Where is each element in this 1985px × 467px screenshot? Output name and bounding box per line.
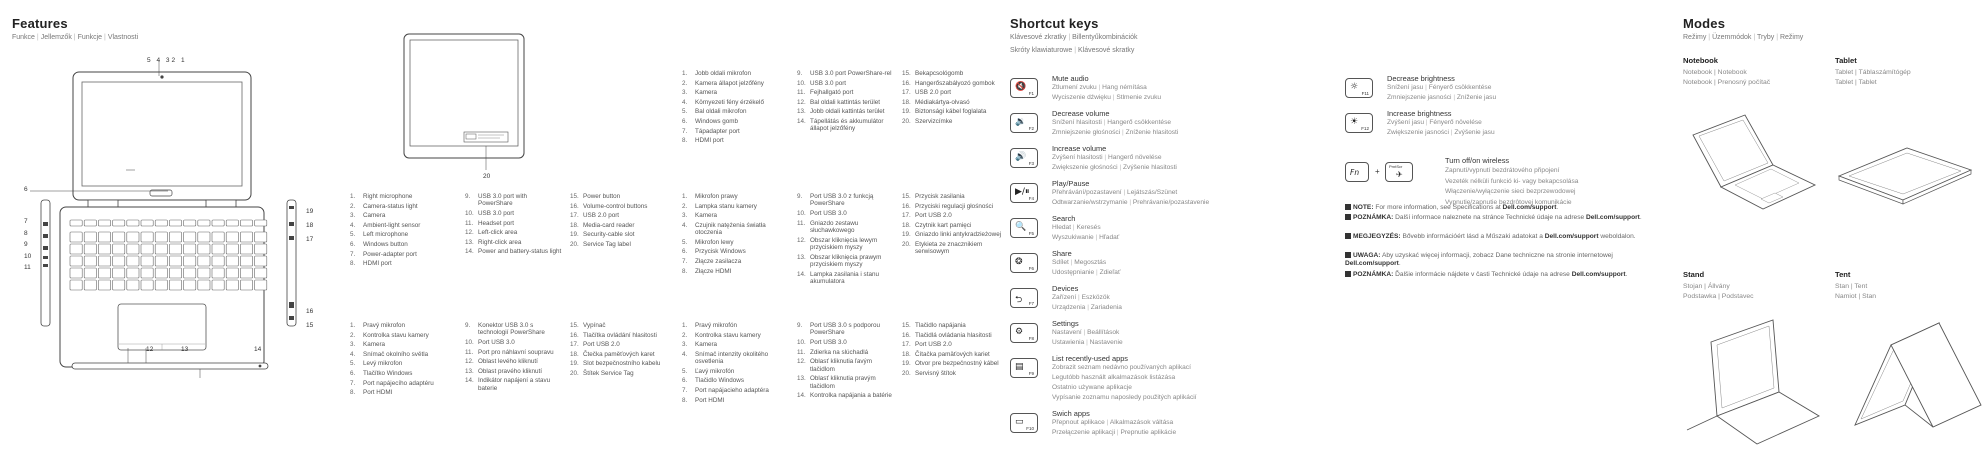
feature-item: 7. Tápadapter port [682,127,740,135]
features-subtitle: Funkce | Jellemzők | Funkcje | Vlastnosti [12,34,139,41]
note-item: POZNÁMKA: Další informace naleznete na stránce Technické údaje na adrese Dell.com/support. [1345,214,1655,222]
feature-item: 15. Vypínač [570,322,606,329]
feature-item: 12. Oblast levého kliknutí [465,358,538,366]
mute-icon: 🔇 F1 [1010,78,1038,98]
feature-item: 13. Jobb oldali kattintás terület [797,108,885,116]
feature-item: 14. Indikátor napájení a stavu baterie [465,377,551,392]
feature-item: 16. Volume-control buttons [570,202,648,210]
feature-item: 2. Kontrolka stavu kamery [350,331,429,339]
feature-item: 15. Bekapcsológomb [902,70,964,77]
feature-item: 11. Fejhallgató port [797,89,854,97]
brightness-up-icon: ☀ F12 [1345,113,1373,133]
laptop-front-illustration [40,52,280,382]
feature-item: 12. Bal oldali kattintás terület [797,98,881,106]
volume-up-icon: 🔊 F3 [1010,148,1038,168]
feature-item: 20. Štítek Service Tag [570,369,634,377]
recent-apps-icon: ▤ F9 [1010,358,1038,378]
note-icon [1345,271,1351,277]
shortcuts-subtitle-2: Skróty klawiaturowe | Klávesové skratky [1010,47,1135,54]
fn-key: Fn [1345,162,1369,182]
callouts-top: 5 4 32 1 [147,57,187,64]
note-item: MEGJEGYZÉS: Bővebb információért lásd a Műszaki adatokat a Dell.com/support weboldalon. [1345,233,1655,241]
feature-item: 13. Right-click area [465,238,522,246]
feature-item: 13. Oblast pravého kliknutí [465,367,543,375]
laptop-left-side-illustration [38,198,54,328]
feature-item: 10. Port USB 3.0 [465,339,515,346]
mode-tent: Tent Stan | Tent Namiot | Stan [1835,270,1877,300]
feature-item: 20. Etykieta ze znacznikiem serwisowym [902,240,983,256]
feature-item: 7. Port napájecího adaptéru [350,379,434,387]
feature-item: 19. Security-cable slot [570,231,635,239]
feature-item: 19. Slot bezpečnostního kabelu [570,360,661,368]
airplane-icon: ✈ [1396,170,1403,179]
features-list-polish [682,193,1012,288]
callout-14: 14 [254,346,262,353]
feature-item: 11. Gniazdo zestawu słuchawkowego [797,219,859,234]
feature-item: 10. Port USB 3.0 [797,210,847,217]
note-icon [1345,214,1351,220]
note-icon [1345,204,1351,210]
search-icon: 🔍 F5 [1010,218,1038,238]
tablet-mode-illustration [1835,140,1975,210]
feature-item: 6. Windows gomb [682,117,739,125]
note-icon [1345,252,1351,258]
shortcuts-title: Shortcut keys [1010,16,1099,31]
wireless-shortcut [1345,156,1645,206]
switch-apps-icon: ▭ F10 [1010,413,1038,433]
feature-item: 1. Pravý mikrofón [682,322,737,329]
feature-item: 10. USB 3.0 port [465,210,515,217]
laptop-edge-illustration [70,360,270,376]
feature-item: 9. Konektor USB 3.0 s technologií PowerShare [465,322,545,337]
feature-item: 7. Power-adapter port [350,250,417,258]
shortcut-list-primary: 🔇 F1 Mute audio Ztlumení zvuku | Hang némítása Wyciszenie dźwięku | Stlmenie zvuku 🔉 F2 Decrease volume Snížení hlasitosti | Hangerő csökkentése Zmniejszenie głośności | Zníženie hlasitosti 🔊 F3 Increase volume Zvýšení hlasitosti | Hangerő növelése Zwiększenie głośności | Zvýšenie hlasitosti ▶/⏸ F4 Play/Pause Přehrávání/pozastavení | Lejátszás/Szünet Odtwarzanie/wstrzymanie | Prehrávanie/pozastavenie 🔍 F5 Search Hledat | Keresés Wyszukiwanie | Hľadať ❂ F6 Share Sdílet | Megosztás Udostępnianie | Zdieľať ⮌ F7 Devices Zařízení | Eszközök Urządzenia | Zariadenia ⚙ F8 Settings Nastavení | Beállítások Ustawienia | Nastavenie ▤ F9 List recently-used apps Zobrazit seznam nedávno používaných aplikací Legutóbb használt alkalmazások listázása Ostatnio używane aplikacje Vypísanie zoznamu naposledy použitých aplikácií ▭ F10 Swich apps Přepnout aplikace | Alkalmazások váltása Przełączenie aplikacji | Prepnutie aplikácie [1010,74,1270,454]
feature-item: 18. Čtečka paměťových karet [570,350,655,358]
feature-item: 11. Port pro náhlavní soupravu [465,348,554,356]
feature-item: 7. Złącze zasilacza [682,257,742,265]
dell-support-link[interactable]: Dell.com/support [1345,260,1399,267]
feature-item: 14. Kontrolka napájania a batérie [797,392,892,400]
feature-item: 8. Port HDMI [350,389,393,397]
feature-item: 5. Bal oldali mikrofon [682,108,747,116]
share-icon: ❂ F6 [1010,253,1038,273]
feature-item: 16. Przyciski regulacji głośności [902,202,994,210]
play-pause-icon: ▶/⏸ F4 [1010,183,1038,203]
feature-item: 4. Ambient-light sensor [350,221,421,229]
callouts-right-top: 19 18 17 [306,208,314,243]
callout-20: 20 [483,173,491,180]
features-list-slovak [682,322,1012,406]
feature-item: 9. USB 3.0 port with PowerShare [465,193,527,208]
features-list-english [350,193,700,270]
callout-6: 6 [24,186,28,193]
mode-stand: Stand Stojan | Állvány Podstawka | Podstavec [1683,270,1754,300]
feature-item: 19. Gniazdo linki antykradzieżowej [902,231,1002,239]
feature-item: 12. Left-click area [465,229,518,237]
feature-item: 1. Pravý mikrofon [350,322,405,329]
feature-item: 1. Jobb oldali mikrofon [682,70,752,77]
mode-tablet: Tablet Tablet | Táblaszámítógép Tablet | Tablet [1835,56,1911,86]
shortcut-list-brightness: ☼ F11 Decrease brightness Snížení jasu | Fényerő csökkentése Zmniejszenie jasności | Zníženie jasu ☀ F12 Increase brightness Zvýšení jasu | Fényerő növelése Zwiększenie jasności | Zvýšenie jasu [1345,74,1605,134]
feature-item: 7. Port napájacieho adaptéra [682,386,769,394]
laptop-right-side-illustration [284,198,300,328]
feature-item: 17. Port USB 2.0 [570,341,620,349]
note-item: POZNÁMKA: Ďalšie informácie nájdete v časti Technické údaje na adrese Dell.com/support. [1345,271,1655,279]
feature-item: 11. Zdierka na slúchadlá [797,348,869,356]
feature-item: 14. Tápellátás és akkumulátor állapot jelzőfény [797,117,884,133]
feature-item: 4. Snímač intenzity okolitého osvetlenia [682,350,769,366]
feature-item: 15. Tlačidlo napájania [902,322,966,329]
feature-item: 3. Kamera [682,212,718,220]
feature-item: 14. Power and battery-status light [465,248,562,256]
feature-item: 4. Snímač okolního světla [350,350,429,358]
dell-support-link[interactable]: Dell.com/support [1544,233,1599,240]
feature-item: 10. USB 3.0 port [797,79,847,87]
feature-item: 8. Złącze HDMI [682,267,732,275]
features-title: Features [12,16,68,31]
feature-item: 17. Port USB 2.0 [902,341,952,349]
feature-item: 17. USB 2.0 port [902,89,952,97]
wireless-title: Turn off/on wireless [1445,156,1510,165]
feature-item: 15. Przycisk zasilania [902,193,965,200]
feature-item: 12. Obszar kliknięcia lewym przyciskiem myszy [797,236,878,251]
dell-support-link[interactable]: Dell.com/support [1502,204,1557,211]
modes-subtitle: Režimy | Üzemmódok | Tryby | Režimy [1683,34,1804,41]
note-icon [1345,233,1351,239]
feature-item: 6. Tlačítko Windows [350,369,413,377]
notebook-mode-illustration [1683,105,1823,215]
feature-item: 9. USB 3.0 port PowerShare-rel [797,70,892,77]
feature-item: 18. Media-card reader [570,221,635,229]
feature-item: 2. Lampka stanu kamery [682,202,757,210]
feature-item: 6. Tlačidlo Windows [682,377,744,385]
feature-item: 5. Mikrofon lewy [682,238,734,246]
feature-item: 19. Biztonsági kábel foglalata [902,108,987,116]
feature-item: 18. Médiakártya-olvasó [902,98,970,106]
feature-item: 18. Čítačka pamäťových kariet [902,350,990,358]
feature-item: 4. Környezeti fény érzékelő [682,98,764,106]
plus-sign: + [1375,167,1380,176]
feature-item: 3. Kamera [682,89,718,97]
feature-item: 19. Otvor pre bezpečnostný kábel [902,360,999,368]
feature-item: 20. Servisný štítok [902,369,956,377]
feature-item: 18. Czytnik kart pamięci [902,221,972,229]
shortcuts-subtitle-1: Klávesové zkratky | Billentyűkombinációk [1010,34,1138,41]
feature-item: 14. Lampka zasilania i stanu akumulatora [797,270,879,285]
settings-icon: ⚙ F8 [1010,323,1038,343]
mode-notebook: Notebook Notebook | Notebook Notebook | Prenosný počítač [1683,56,1771,86]
devices-icon: ⮌ F7 [1010,288,1038,308]
feature-item: 10. Port USB 3.0 [797,339,847,346]
wireless-lines: Zapnutí/vypnutí bezdrátového připojení Vezeték nélküli funkció ki- vagy bekapcsolása Włączenie/wyłączenie sieci bezprzewodowej Vypnutie/zapnutie bezdrôtovej komunikácie [1445,167,1579,206]
callout-13: 13 [181,346,189,353]
feature-item: 1. Mikrofon prawy [682,193,738,200]
feature-item: 1. Right microphone [350,193,413,200]
feature-item: 8. HDMI port [682,137,724,145]
feature-item: 17. Port USB 2.0 [902,212,952,220]
tent-mode-illustration [1835,315,1985,445]
volume-down-icon: 🔉 F2 [1010,113,1038,133]
dell-support-link[interactable]: Dell.com/support [1571,271,1626,278]
note-item: UWAGA: Aby uzyskać więcej informacji, zobacz Dane techniczne na stronie internetowej Dell.com/support. [1345,252,1613,267]
feature-item: 2. Camera-status light [350,202,418,210]
feature-item: 16. Tlačítka ovládání hlasitosti [570,331,657,339]
feature-item: 20. Szervizcímke [902,117,953,125]
feature-item: 6. Przycisk Windows [682,248,746,256]
feature-item: 12. Oblasť kliknutia ľavým tlačidlom [797,358,872,373]
feature-item: 8. HDMI port [350,260,392,268]
feature-item: 17. USB 2.0 port [570,212,620,220]
feature-item: 2. Kamera állapot jelzőfény [682,79,764,87]
feature-item: 16. Tlačidlá ovládania hlasitosti [902,331,992,339]
feature-item: 13. Oblasť kliknutia pravým tlačidlom [797,375,876,390]
feature-item: 5. Left microphone [350,231,409,239]
feature-item: 3. Kamera [682,341,718,349]
feature-item: 5. Levý mikrofon [350,360,403,368]
note-item: NOTE: For more information, see Specifications at Dell.com/support. [1345,204,1655,212]
callout-12: 12 [146,346,154,353]
features-list-czech [350,322,700,399]
feature-item: 4. Czujnik natężenia światła otoczenia [682,221,766,237]
features-list-hungarian [682,70,1012,147]
callouts-right-bottom: 16 15 [306,308,314,329]
feature-item: 3. Camera [350,212,386,220]
prtscr-key: PrntScr ✈ [1385,162,1413,182]
stand-mode-illustration [1683,312,1823,452]
feature-item: 5. Ľavý mikrofón [682,367,735,375]
dell-support-link[interactable]: Dell.com/support [1586,214,1640,221]
feature-item: 2. Kontrolka stavu kamery [682,331,761,339]
feature-item: 15. Power button [570,193,621,200]
feature-item: 11. Headset port [465,219,515,227]
brightness-down-icon: ☼ F11 [1345,78,1373,98]
feature-item: 3. Kamera [350,341,386,349]
feature-item: 9. Port USB 3.0 s podporou PowerShare [797,322,881,337]
feature-item: 16. Hangerőszabályozó gombok [902,79,995,87]
feature-item: 8. Port HDMI [682,396,725,404]
feature-item: 13. Obszar kliknięcia prawym przyciskiem myszy [797,253,882,268]
feature-item: 9. Port USB 3.0 z funkcją PowerShare [797,193,874,208]
callouts-left: 7 8 9 10 11 [24,218,32,271]
feature-item: 20. Service Tag label [570,240,631,248]
laptop-back-illustration [400,30,530,180]
feature-item: 6. Windows button [350,240,408,248]
modes-title: Modes [1683,16,1726,31]
